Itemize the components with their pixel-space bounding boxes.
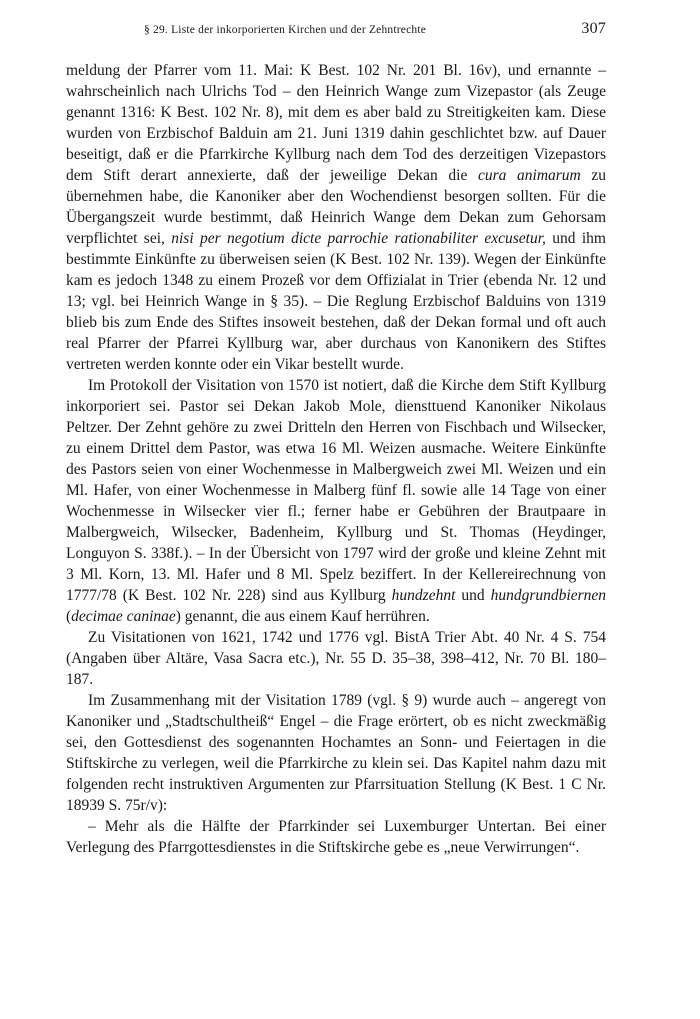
paragraph <box>66 375 606 627</box>
page-number: 307 <box>581 20 606 37</box>
italic-phrase: decimae caninae <box>71 608 176 625</box>
text-run: meldung der Pfarrer vom 11. Mai: K Best. 102 Nr. 201 Bl. 16v), und ernannte – wahrscheinlich nach Ulrichs Tod – den Heinrich Wange zum Vizepastor (als Zeuge genannt 1316: K Best. 102 Nr. 8), mit dem es aber bald zu Streitigkeiten kam. Diese wurden von Erzbischof Balduin am 21. Juni 1319 dahin geschlichtet bzw. auf Dauer beseitigt, daß er die Pfarrkirche Kyllburg nach dem Tod des derzeitigen Vizepastors dem Stift derart annexierte, daß der jeweilige Dekan die <box>66 62 606 184</box>
text-run: Im Zusammenhang mit der Visitation 1789 (vgl. § 9) wurde auch – angeregt von Kanoniker und „Stadtschultheiß“ Engel – die Frage erörtert, ob es nicht zweckmäßig sei, den Gottesdienst des sogenannten Hochamtes an Sonn- und Feiertagen in die Stiftskirche zu verlegen, weil die Pfarrkirche zu klein sei. Das Kapitel nahm dazu mit folgenden recht instruktiven Argumenten zur Pfarrsituation Stellung (K Best. 1 C Nr. 18939 S. 75r/v): <box>66 692 606 814</box>
text-run: – Mehr als die Hälfte der Pfarrkinder sei Luxemburger Untertan. Bei einer Verlegung des Pfarrgottesdienstes in die Stiftskirche gebe es „neue Verwirrungen“. <box>66 818 606 856</box>
body-text <box>66 60 606 858</box>
italic-phrase: cura animarum <box>477 167 581 184</box>
text-run: ( <box>66 608 72 625</box>
text-run: und <box>455 587 491 604</box>
paragraph <box>66 690 606 816</box>
paragraph <box>66 816 606 858</box>
running-title: § 29. Liste der inkorporierten Kirchen und der Zehntrechte <box>144 24 427 36</box>
paragraph <box>66 60 606 375</box>
text-run: zu übernehmen habe, die Kanoniker aber den Wochendienst besorgen sollten. Für die Übergangszeit wurde bestimmt, daß Heinrich Wange dem Dekan zum Gehorsam verpflichtet sei, <box>66 167 606 247</box>
text-run: ) genannt, die aus einem Kauf herrühren. <box>175 608 430 625</box>
text-run: Zu Visitationen von 1621, 1742 und 1776 vgl. BistA Trier Abt. 40 Nr. 4 S. 754 (Angaben über Altäre, Vasa Sacra etc.), Nr. 55 D. 35–38, 398–412, Nr. 70 Bl. 180–187. <box>66 629 606 688</box>
text-run: Im Protokoll der Visitation von 1570 ist notiert, daß die Kirche dem Stift Kyllburg inkorporiert sei. Pastor sei Dekan Jakob Mole, diensttuend Kanoniker Nikolaus Peltzer. Der Zehnt gehöre zu zwei Dritteln den Herren von Fischbach und Wilsecker, zu einem Drittel dem Pastor, was etwa 16 Ml. Weizen ausmache. Weitere Einkünfte des Pastors seien von einer Wochenmesse in Malbergweich zwei Ml. Weizen und ein Ml. Hafer, von einer Wochenmesse in Malberg fünf fl. sowie alle 14 Tage von einer Wochenmesse in Wilsecker vier fl.; ferner habe er Gebühren der Brautpaare in Malbergweich, Wilsecker, Badenheim, Kyllburg und St. Thomas (Heydinger, Longuyon S. 338f.). – In der Übersicht von 1797 wird der große und kleine Zehnt mit 3 Ml. Korn, 13. Ml. Hafer und 8 Ml. Spelz beziffert. In der Kellereirechnung von 1777/78 (K Best. 102 Nr. 228) sind aus Kyllburg <box>66 377 606 604</box>
text-run: und ihm bestimmte Einkünfte zu überweisen seien (K Best. 102 Nr. 139). Wegen der Einkünfte kam es jedoch 1348 zu einem Prozeß vor dem Offizialat in Trier (ebenda Nr. 12 und 13; vgl. bei Heinrich Wange in § 35). – Die Reglung Erzbischof Balduins von 1319 blieb bis zum Ende des Stiftes insoweit bestehen, daß der Dekan formal und oft auch real Pfarrer der Pfarrei Kyllburg war, aber durchaus von Kanonikern des Stiftes vertreten werden konnte oder ein Vikar bestellt wurde. <box>66 230 606 373</box>
paragraph <box>66 627 606 690</box>
italic-phrase: nisi per negotium dicte parrochie rationabiliter excusetur, <box>171 230 546 247</box>
italic-phrase: hundgrundbiernen <box>490 587 606 604</box>
italic-phrase: hundzehnt <box>391 587 456 604</box>
